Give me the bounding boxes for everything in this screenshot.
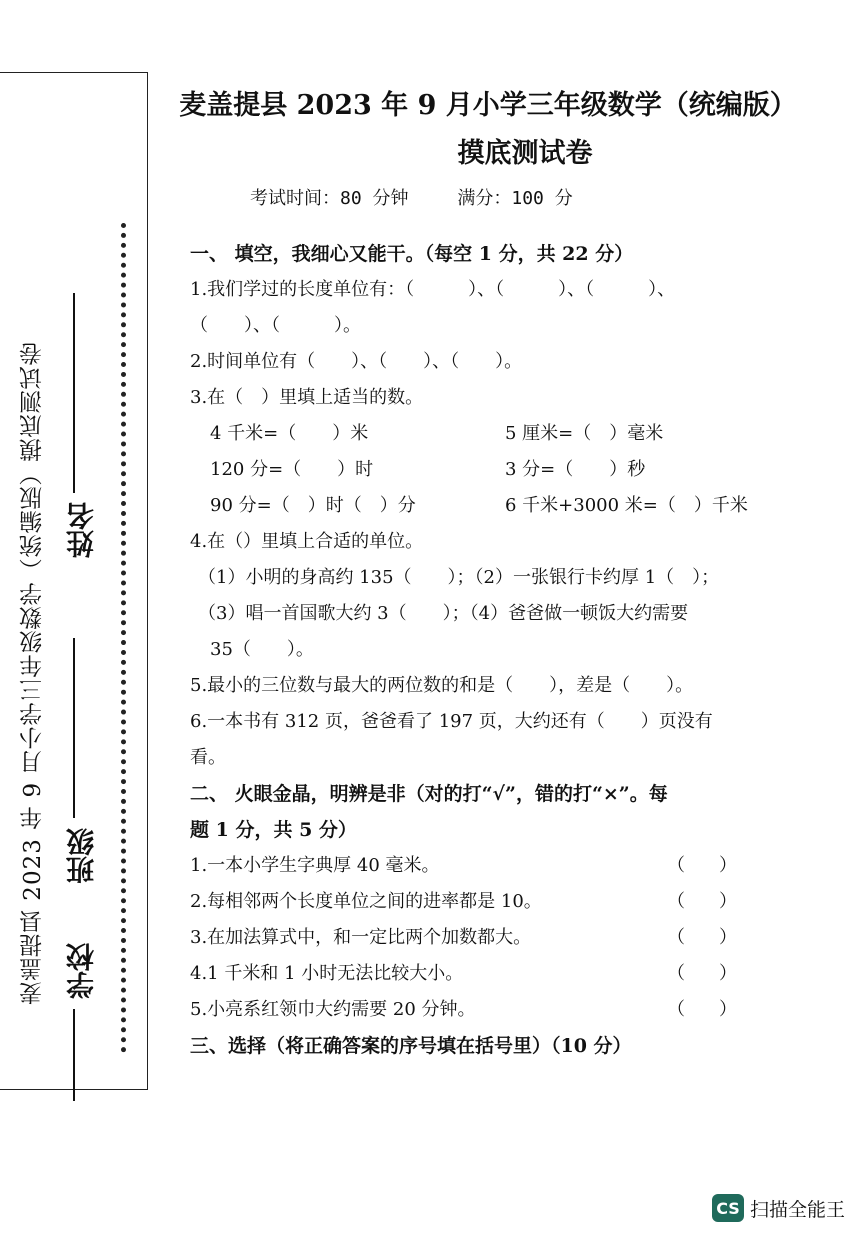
class-label: 班级 [65, 827, 98, 884]
section3-heading: 三、选择（将正确答案的序号填在括号里）（10 分） [190, 1035, 632, 1057]
full-score: 满分：100 分 [457, 188, 573, 209]
q3-item: 90 分=（ ）时（ ）分 [210, 495, 416, 516]
tf-item [190, 992, 755, 1028]
q1-line-a: 1.我们学过的长度单位有：（ ）、（ ）、（ ）、 [190, 279, 676, 300]
q3-row-1 [190, 416, 755, 452]
answer-paren: （ ） [667, 963, 745, 984]
q4: 4.在（）里填上合适的单位。 [190, 531, 424, 552]
q3-row-3 [190, 488, 755, 524]
q3-item: 4 千米=（ ）米 [210, 423, 369, 444]
q4-line-b: （3）唱一首国歌大约 3（ ）；（4）爸爸做一顿饭大约需要 [198, 603, 689, 624]
binding-fields [62, 221, 102, 1101]
section2-heading-a: 二、 火眼金晶，明辨是非（对的打“√”，错的打“×”。每 [190, 783, 668, 805]
school-line [74, 1009, 76, 1101]
answer-paren: （ ） [667, 891, 745, 912]
exam-meta [250, 184, 611, 210]
q6-line-a: 6.一本书有 312 页，爸爸看了 197 页，大约还有（ ）页没有 [190, 711, 713, 732]
q1-line-b: （ ）、（ ）。 [190, 315, 361, 336]
tf-statement: 1.一本小学生字典厚 40 毫米。 [190, 855, 440, 876]
scanner-watermark [712, 1194, 845, 1222]
exam-title [168, 82, 808, 178]
tf-statement: 4.1 千米和 1 小时无法比较大小。 [190, 963, 464, 984]
q3-item: 3 分=（ ）秒 [505, 459, 646, 480]
q2: 2.时间单位有（ ）、（ ）、（ ）。 [190, 351, 523, 372]
q4-line-a: （1）小明的身高约 135（ ）；（2）一张银行卡约厚 1（ ）； [198, 567, 720, 588]
exam-content [190, 236, 755, 1064]
tf-statement: 2.每相邻两个长度单位之间的进率都是 10。 [190, 891, 542, 912]
binding-strip [0, 72, 148, 1090]
seal-dashed-line [121, 223, 126, 1053]
tf-statement: 3.在加法算式中，和一定比两个加数都大。 [190, 927, 532, 948]
q5: 5.最小的三位数与最大的两位数的和是（ ），差是（ ）。 [190, 675, 694, 696]
class-line [74, 638, 76, 818]
title-line-1: 麦盖提县 2023 年 9 月小学三年级数学（统编版） [179, 90, 797, 121]
tf-item [190, 884, 755, 920]
tf-statement: 5.小亮系红领巾大约需要 20 分钟。 [190, 999, 476, 1020]
answer-paren: （ ） [667, 927, 745, 948]
answer-paren: （ ） [667, 855, 745, 876]
watermark-text: 扫描全能王 [750, 1198, 846, 1221]
name-label: 姓名 [65, 502, 98, 559]
school-label: 学校 [65, 943, 98, 1000]
camscanner-logo-icon: CS [712, 1194, 744, 1222]
tf-item [190, 956, 755, 992]
tf-item [190, 848, 755, 884]
q4-line-c: 35（ ）。 [210, 639, 314, 660]
q3-item: 120 分=（ ）时 [210, 459, 374, 480]
q3: 3.在（ ）里填上适当的数。 [190, 387, 424, 408]
name-line [74, 293, 76, 493]
section2-heading-b: 题 1 分，共 5 分） [190, 819, 357, 841]
q3-item: 5 厘米=（ ）毫米 [505, 423, 664, 444]
tf-item [190, 920, 755, 956]
answer-paren: （ ） [667, 999, 745, 1020]
section1-heading: 一、 填空，我细心又能干。（每空 1 分，共 22 分） [190, 243, 634, 265]
title-line-2: 摸底测试卷 [457, 138, 593, 169]
q3-item: 6 千米+3000 米=（ ）千米 [505, 495, 748, 516]
q6-line-b: 看。 [190, 747, 226, 768]
q3-row-2 [190, 452, 755, 488]
binding-title: 麦盖提县 2023 年 9 月小学三年级数学（统编版）摸底测试卷 [20, 341, 46, 1005]
exam-time: 考试时间：80 分钟 [250, 188, 409, 209]
